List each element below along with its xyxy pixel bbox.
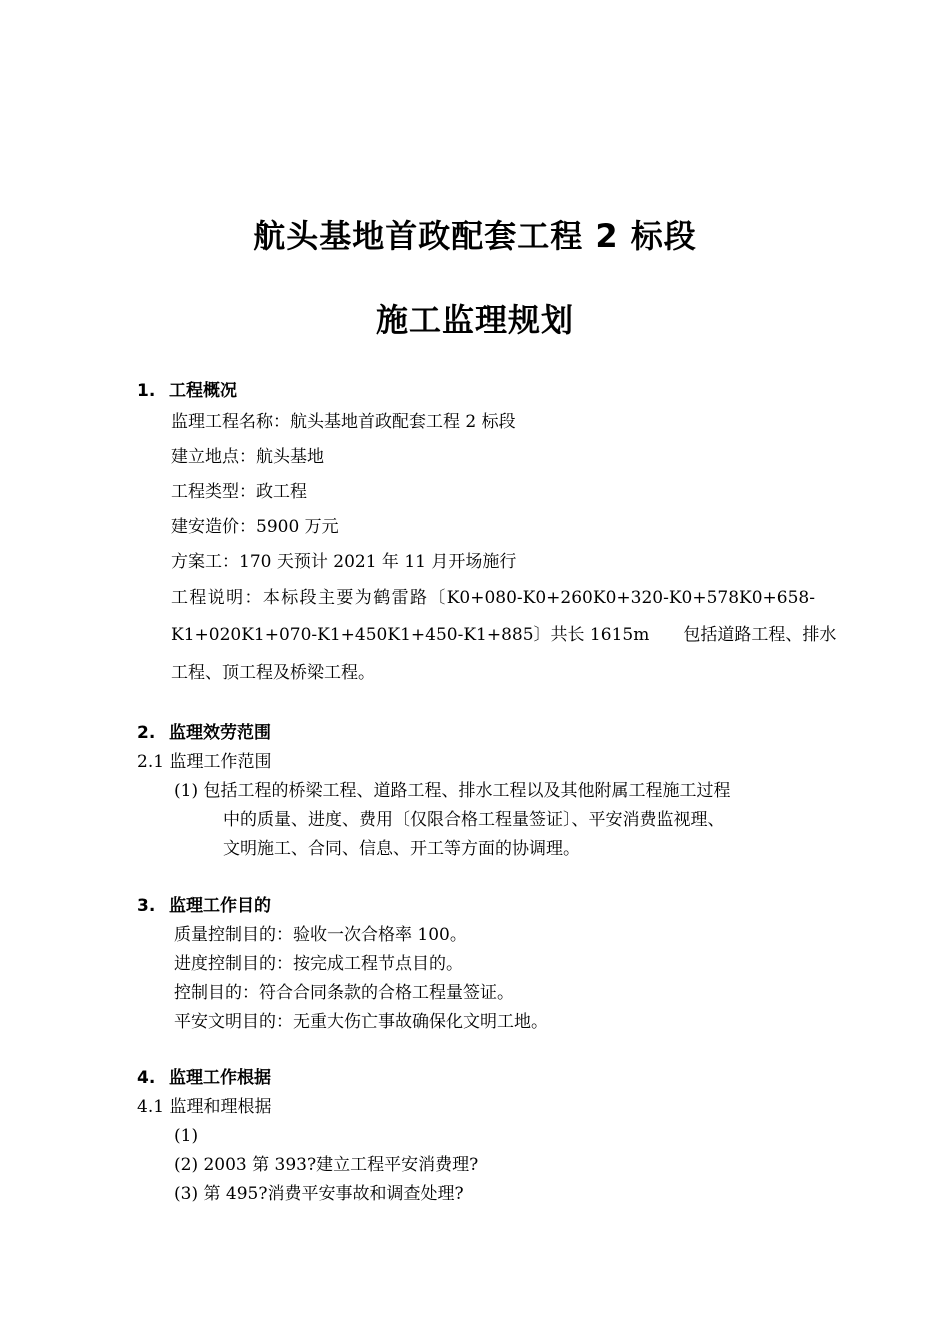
section-number: 4. — [137, 1068, 156, 1088]
cost-goal-line: 控制目的：符合合同条款的合格工程量签证。 — [174, 983, 514, 1003]
section-title: 监理效劳范围 — [169, 723, 271, 743]
location-line: 建立地点：航头基地 — [171, 447, 324, 467]
section-number: 3. — [137, 896, 156, 916]
section-title: 工程概况 — [169, 381, 237, 401]
document-subtitle: 施工监理规划 — [375, 301, 574, 339]
section-2-heading — [137, 721, 271, 745]
description-line-1: 工程说明：本标段主要为鹤雷路〔K0+080-K0+260K0+320-K0+578K0+658- — [171, 588, 815, 608]
document-title: 航头基地首政配套工程 2 标段 — [253, 217, 697, 255]
basis-item-3: (3) 第 495?消费平安事故和调查处理? — [174, 1184, 464, 1204]
section-number: 1. — [137, 381, 156, 401]
section-4-heading — [137, 1066, 271, 1090]
section-number: 2. — [137, 723, 156, 743]
section-1-heading — [137, 379, 237, 403]
project-name-line: 监理工程名称：航头基地首政配套工程 2 标段 — [171, 412, 516, 432]
description-line-2: K1+020K1+070-K1+450K1+450-K1+885〕共长 1615m 包括道路工程、排水 — [171, 625, 837, 645]
progress-goal-line: 进度控制目的：按完成工程节点目的。 — [174, 954, 463, 974]
description-line-3: 工程、顶工程及桥梁工程。 — [171, 663, 375, 683]
subsection-4-1: 4.1 监理和理根据 — [137, 1097, 272, 1117]
basis-item-2: (2) 2003 第 393?建立工程平安消费理? — [174, 1155, 479, 1175]
section-3-heading — [137, 894, 271, 918]
scope-item-line-2: 中的质量、进度、费用〔仅限合格工程量签证〕、平安消费监视理、 — [223, 810, 725, 830]
cost-line: 建安造价：5900 万元 — [171, 517, 339, 537]
quality-goal-line: 质量控制目的：验收一次合格率 100。 — [174, 925, 467, 945]
schedule-line: 方案工：170 天预计 2021 年 11 月开场施行 — [171, 552, 517, 572]
section-title: 监理工作根据 — [169, 1068, 271, 1088]
basis-item-1: (1) — [174, 1126, 199, 1146]
scope-item-line-3: 文明施工、合同、信息、开工等方面的协调理。 — [223, 839, 580, 859]
subsection-2-1: 2.1 监理工作范围 — [137, 752, 272, 772]
project-type-line: 工程类型：政工程 — [171, 482, 307, 502]
scope-item-line-1: (1) 包括工程的桥梁工程、道路工程、排水工程以及其他附属工程施工过程 — [174, 781, 731, 801]
safety-goal-line: 平安文明目的：无重大伤亡事故确保化文明工地。 — [174, 1012, 548, 1032]
section-title: 监理工作目的 — [169, 896, 271, 916]
